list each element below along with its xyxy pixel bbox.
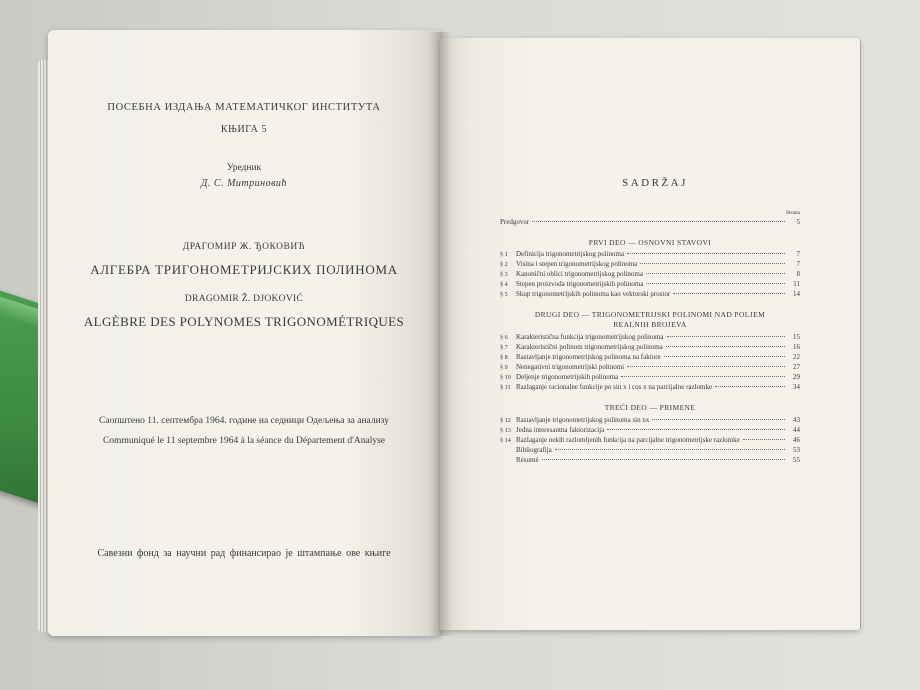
page-column-label: Strana xyxy=(785,210,800,216)
toc-entry-preface xyxy=(500,219,800,229)
toc-entry-page: 27 xyxy=(793,363,800,371)
leader-dots xyxy=(652,419,785,420)
communication-note-french: Communiqué le 11 septembre 1964 à la séance du Département d'Analyse xyxy=(102,436,386,446)
toc-entry-text: Bibliografija xyxy=(516,445,552,454)
toc-entry xyxy=(500,384,800,394)
toc-entry-page: 53 xyxy=(793,445,800,454)
toc-entry-text: Razlaganje nekih razlomljenih funkcija na parcijalne trigonometrijske razlomke xyxy=(516,435,740,444)
toc-entry xyxy=(500,427,800,437)
toc-entry-page: 43 xyxy=(793,415,800,424)
toc-entry-text: Stepen proizvoda trigonometrijskih polinoma xyxy=(516,280,644,288)
toc-entry-text: Jedna interesantna faktorizacija xyxy=(516,425,605,434)
leader-dots xyxy=(555,449,785,450)
section-number: § 12 xyxy=(500,416,511,424)
leader-dots xyxy=(532,221,785,222)
leader-dots xyxy=(646,283,785,284)
toc-entry xyxy=(500,457,800,467)
section-number: § 10 xyxy=(500,374,511,381)
toc-entry-page: 14 xyxy=(793,290,800,298)
section-number: § 11 xyxy=(500,384,511,391)
toc-entry-page: 7 xyxy=(796,260,800,268)
title-cyrillic: АЛГЕБРА ТРИГОНОМЕТРИЈСКИХ ПОЛИНОМА xyxy=(90,262,398,277)
toc-entry xyxy=(500,437,800,447)
series-name: ПОСЕБНА ИЗДАЊА МАТЕМАТИЧКОГ ИНСТИТУТА xyxy=(107,102,381,113)
table-of-contents xyxy=(500,178,800,467)
section-number: § 13 xyxy=(500,426,511,434)
part-three-list xyxy=(500,417,800,467)
communication-note-cyrillic: Саопштено 11. септембра 1964. године на седници Одељења за анализу xyxy=(99,416,389,426)
toc-entry-text: Razlaganje racionalne funkcije po sin x i cos x na parcijalne razlomke xyxy=(516,383,713,391)
leader-dots xyxy=(646,273,785,274)
book-number: КЊИГА 5 xyxy=(220,124,268,135)
toc-entry-page: 5 xyxy=(796,217,800,226)
toc-entry xyxy=(500,291,800,301)
book-spine-fold xyxy=(428,32,452,636)
section-number: § 4 xyxy=(500,281,508,288)
toc-entry-text: Visina i stepen trigonometrijskog polinoma xyxy=(516,260,638,268)
toc-entry-page: 8 xyxy=(796,270,800,278)
section-number: § 1 xyxy=(500,251,508,258)
section-number: § 8 xyxy=(500,354,508,361)
section-number: § 5 xyxy=(500,291,508,298)
toc-entry-text: Rastavljanje trigonometrijskog polinoma na faktore xyxy=(516,353,661,361)
leader-dots xyxy=(627,366,785,367)
leader-dots xyxy=(667,336,785,337)
funding-note: Савезни фонд за научни рад финансирао је штампање ове књиге xyxy=(97,548,391,559)
part-one-heading: PRVI DEO — OSNOVNI STAVOVI xyxy=(588,237,712,247)
part-three-heading: TREĆI DEO — PRIMENE xyxy=(604,403,696,412)
toc-entry-page: 15 xyxy=(793,333,800,341)
section-number: § 3 xyxy=(500,271,508,278)
toc-entry-page: 16 xyxy=(793,343,800,351)
part-two-heading-line2: REALNIH BROJEVA xyxy=(613,319,687,329)
contents-page xyxy=(440,38,860,630)
section-number: § 7 xyxy=(500,344,508,351)
toc-entry-text: Karakteristična funkcija trigonometrijskog polinoma xyxy=(516,333,664,341)
toc-entry-page: 29 xyxy=(793,373,800,381)
leader-dots xyxy=(640,263,785,264)
toc-entry-text: Kanonični oblici trigonometrijskog polinoma xyxy=(516,270,643,278)
leader-dots xyxy=(664,356,785,357)
toc-title: SADRŽAJ xyxy=(622,177,688,189)
toc-entry-page: 34 xyxy=(793,383,800,391)
author-cyrillic: ДРАГОМИР Ж. ЂОКОВИЋ xyxy=(182,242,306,252)
toc-entry-text: Skup trigonometrijskih polinoma kao vektorski prostor xyxy=(516,290,671,298)
toc-entry-text: Résumé xyxy=(516,455,539,464)
leader-dots xyxy=(621,376,785,377)
title-french: ALGÈBRE DES POLYNOMES TRIGONOMÉTRIQUES xyxy=(83,314,405,329)
part-two-heading: DRUGI DEO — TRIGONOMETRIJSKI POLINOMI NAD POLJEM xyxy=(534,310,766,319)
leader-dots xyxy=(673,293,785,294)
part-one-list xyxy=(500,251,800,301)
toc-entry-text: Definicija trigonometrijskog polinoma xyxy=(516,250,625,258)
toc-entry-text: Predgovor xyxy=(500,217,530,226)
section-number: § 14 xyxy=(500,436,511,444)
toc-entry-text: Rastavljanje trigonometrijskog polinoma sin nx xyxy=(516,415,650,424)
leader-dots xyxy=(607,429,785,430)
leader-dots xyxy=(743,439,785,440)
leader-dots xyxy=(715,386,785,387)
editor-label: Уредник xyxy=(226,163,262,173)
toc-entry-page: 46 xyxy=(793,435,800,444)
toc-entry-page: 11 xyxy=(793,280,800,288)
section-number: § 9 xyxy=(500,364,508,371)
toc-entry xyxy=(500,417,800,427)
toc-entry-page: 55 xyxy=(793,455,800,464)
leader-dots xyxy=(666,346,785,347)
toc-entry-page: 22 xyxy=(793,353,800,361)
editor-name: Д. С. Митриновић xyxy=(201,178,287,189)
toc-entry-text: Nenegativni trigonometrijski polinomi xyxy=(516,363,625,371)
toc-entry-page: 44 xyxy=(793,425,800,434)
leader-dots xyxy=(542,459,785,460)
toc-entry-page: 7 xyxy=(796,250,800,258)
title-page xyxy=(48,30,440,636)
toc-entry xyxy=(500,447,800,457)
section-number: § 6 xyxy=(500,334,508,341)
author-latin: DRAGOMIR Ž. DJOKOVIĆ xyxy=(184,294,304,304)
section-number: § 2 xyxy=(500,261,508,268)
toc-entry-text: Karakteristični polinom trigonometrijskog polinoma xyxy=(516,343,663,351)
leader-dots xyxy=(627,253,785,254)
part-two-list xyxy=(500,334,800,394)
toc-entry-text: Deljenje trigonometrijskih polinoma xyxy=(516,373,619,381)
